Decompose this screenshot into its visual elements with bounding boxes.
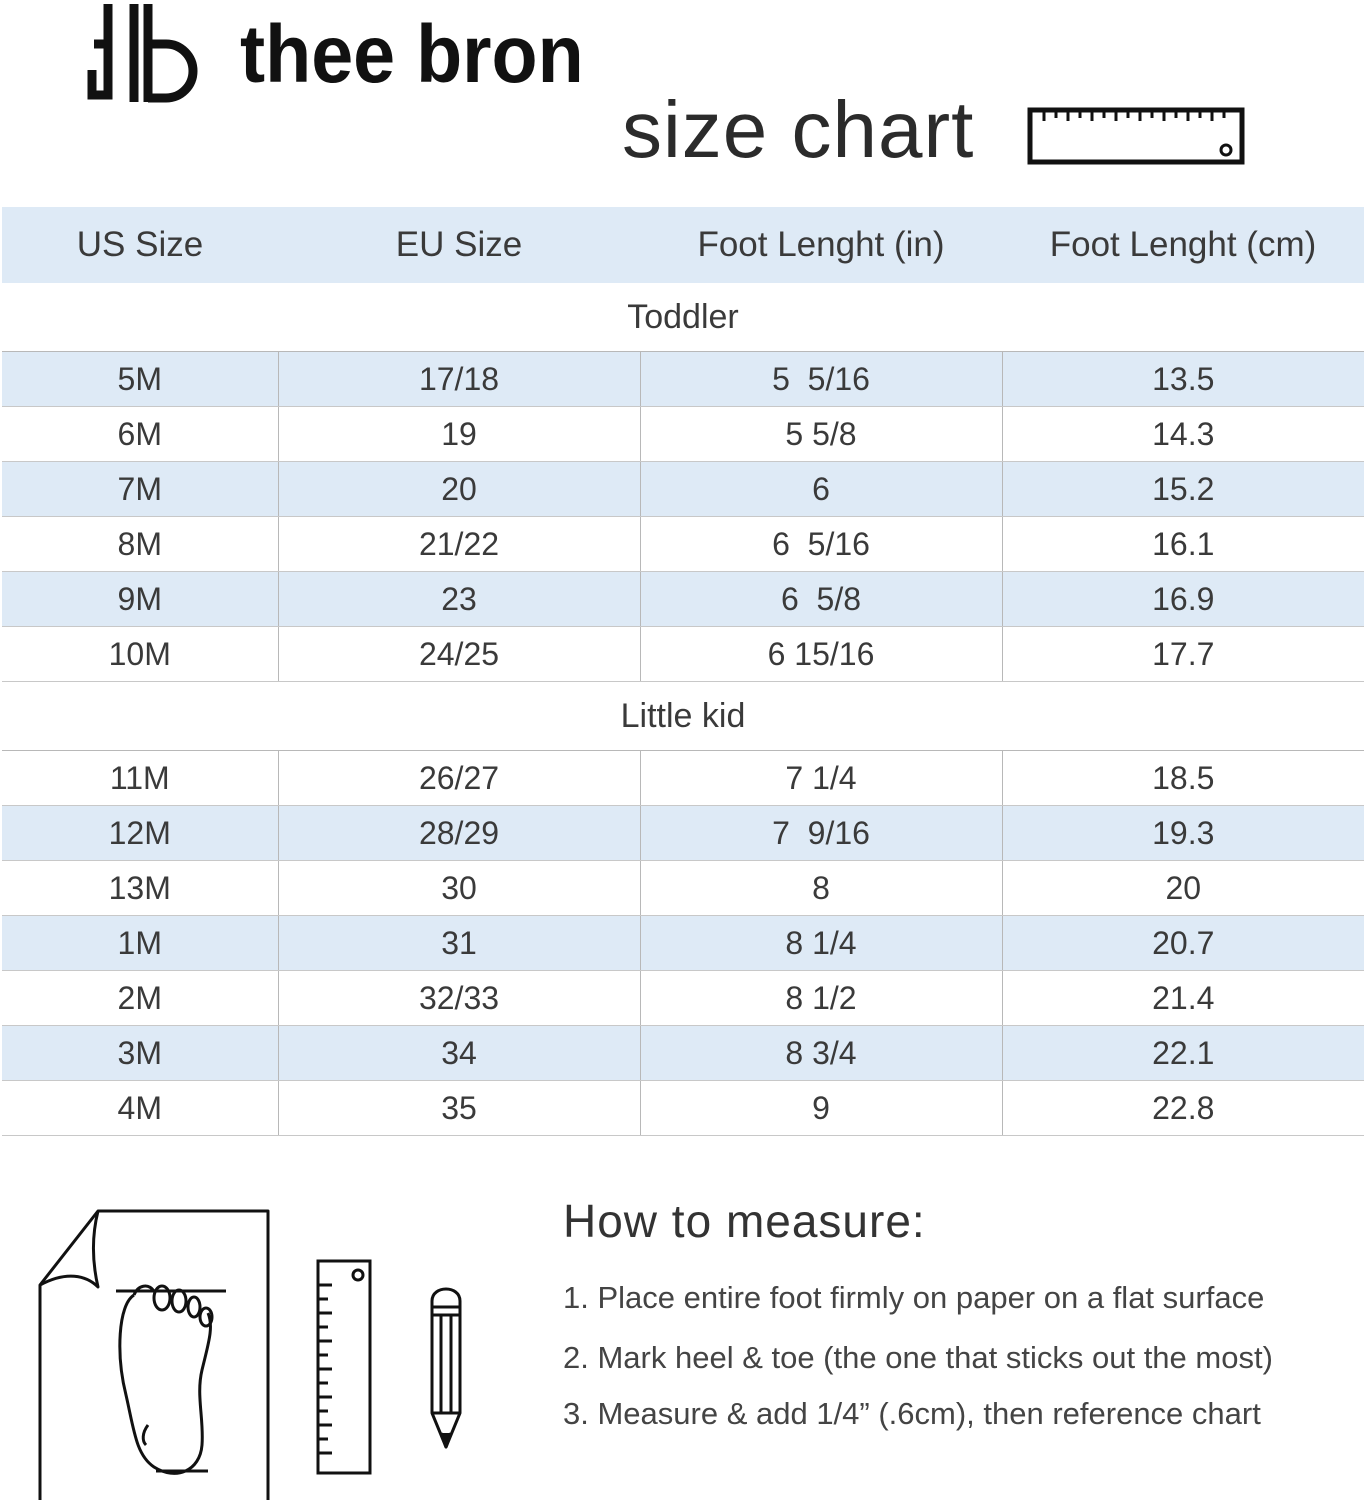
cell-foot-length-cm: 22.8 [1002,1081,1364,1136]
cell-foot-length-in: 6 5/8 [640,572,1002,627]
measure-step: 1. Place entire foot firmly on paper on a flat surface [563,1280,1265,1315]
cell-foot-length-in: 8 [640,861,1002,916]
table-row [2,806,1364,861]
cell-foot-length-in: 5 5/16 [640,352,1002,407]
cell-foot-length-in: 7 1/4 [640,751,1002,806]
cell-foot-length-cm: 14.3 [1002,407,1364,462]
measure-illustration [36,1205,476,1500]
cell-eu-size: 23 [278,572,640,627]
section-row-little-kid [2,682,1364,751]
cell-us-size: 5M [2,352,278,407]
size-table [2,207,1364,1136]
cell-foot-length-in: 6 15/16 [640,627,1002,682]
section-label: Little kid [2,682,1364,751]
cell-foot-length-cm: 16.9 [1002,572,1364,627]
section-label: Toddler [2,283,1364,352]
table-row [2,462,1364,517]
brand-name: thee bron [240,9,584,100]
cell-us-size: 1M [2,916,278,971]
pencil-icon [432,1289,460,1447]
cell-foot-length-cm: 15.2 [1002,462,1364,517]
cell-us-size: 3M [2,1026,278,1081]
cell-eu-size: 34 [278,1026,640,1081]
column-header-foot-length-cm: Foot Lenght (cm) [1002,207,1364,283]
table-row [2,407,1364,462]
cell-foot-length-in: 8 1/4 [640,916,1002,971]
column-header-foot-length-in: Foot Lenght (in) [640,207,1002,283]
cell-foot-length-in: 8 1/2 [640,971,1002,1026]
cell-foot-length-in: 7 9/16 [640,806,1002,861]
table-row [2,861,1364,916]
cell-eu-size: 21/22 [278,517,640,572]
cell-foot-length-cm: 16.1 [1002,517,1364,572]
cell-us-size: 6M [2,407,278,462]
cell-foot-length-cm: 17.7 [1002,627,1364,682]
cell-foot-length-cm: 22.1 [1002,1026,1364,1081]
column-header-eu-size: EU Size [278,207,640,283]
table-row [2,627,1364,682]
cell-foot-length-in: 5 5/8 [640,407,1002,462]
brand-logo-icon [86,0,206,110]
cell-foot-length-in: 6 5/16 [640,517,1002,572]
table-header-row [2,207,1364,283]
measure-step: 2. Mark heel & toe (the one that sticks out the most) [563,1340,1273,1375]
cell-eu-size: 28/29 [278,806,640,861]
paper-foot-icon [40,1211,268,1500]
cell-foot-length-cm: 19.3 [1002,806,1364,861]
cell-us-size: 4M [2,1081,278,1136]
cell-us-size: 12M [2,806,278,861]
cell-foot-length-cm: 21.4 [1002,971,1364,1026]
cell-eu-size: 30 [278,861,640,916]
cell-foot-length-in: 9 [640,1081,1002,1136]
ruler-icon [1026,105,1246,169]
table-row [2,751,1364,806]
cell-foot-length-cm: 18.5 [1002,751,1364,806]
table-row [2,1081,1364,1136]
cell-us-size: 9M [2,572,278,627]
cell-foot-length-cm: 20 [1002,861,1364,916]
cell-eu-size: 19 [278,407,640,462]
cell-foot-length-cm: 13.5 [1002,352,1364,407]
cell-us-size: 8M [2,517,278,572]
measure-title: How to measure: [563,1195,926,1247]
cell-foot-length-cm: 20.7 [1002,916,1364,971]
table-row [2,971,1364,1026]
ruler-vertical-icon [318,1261,370,1473]
cell-us-size: 2M [2,971,278,1026]
section-row-toddler [2,283,1364,352]
chart-title: size chart [622,85,975,174]
cell-eu-size: 24/25 [278,627,640,682]
table-row [2,352,1364,407]
table-row [2,916,1364,971]
table-row [2,572,1364,627]
cell-us-size: 13M [2,861,278,916]
cell-eu-size: 20 [278,462,640,517]
cell-us-size: 7M [2,462,278,517]
measure-step: 3. Measure & add 1/4” (.6cm), then reference chart [563,1396,1261,1431]
table-row [2,1026,1364,1081]
cell-eu-size: 35 [278,1081,640,1136]
cell-eu-size: 17/18 [278,352,640,407]
table-row [2,517,1364,572]
cell-eu-size: 31 [278,916,640,971]
cell-us-size: 10M [2,627,278,682]
cell-eu-size: 26/27 [278,751,640,806]
cell-us-size: 11M [2,751,278,806]
cell-foot-length-in: 6 [640,462,1002,517]
cell-foot-length-in: 8 3/4 [640,1026,1002,1081]
cell-eu-size: 32/33 [278,971,640,1026]
column-header-us-size: US Size [2,207,278,283]
